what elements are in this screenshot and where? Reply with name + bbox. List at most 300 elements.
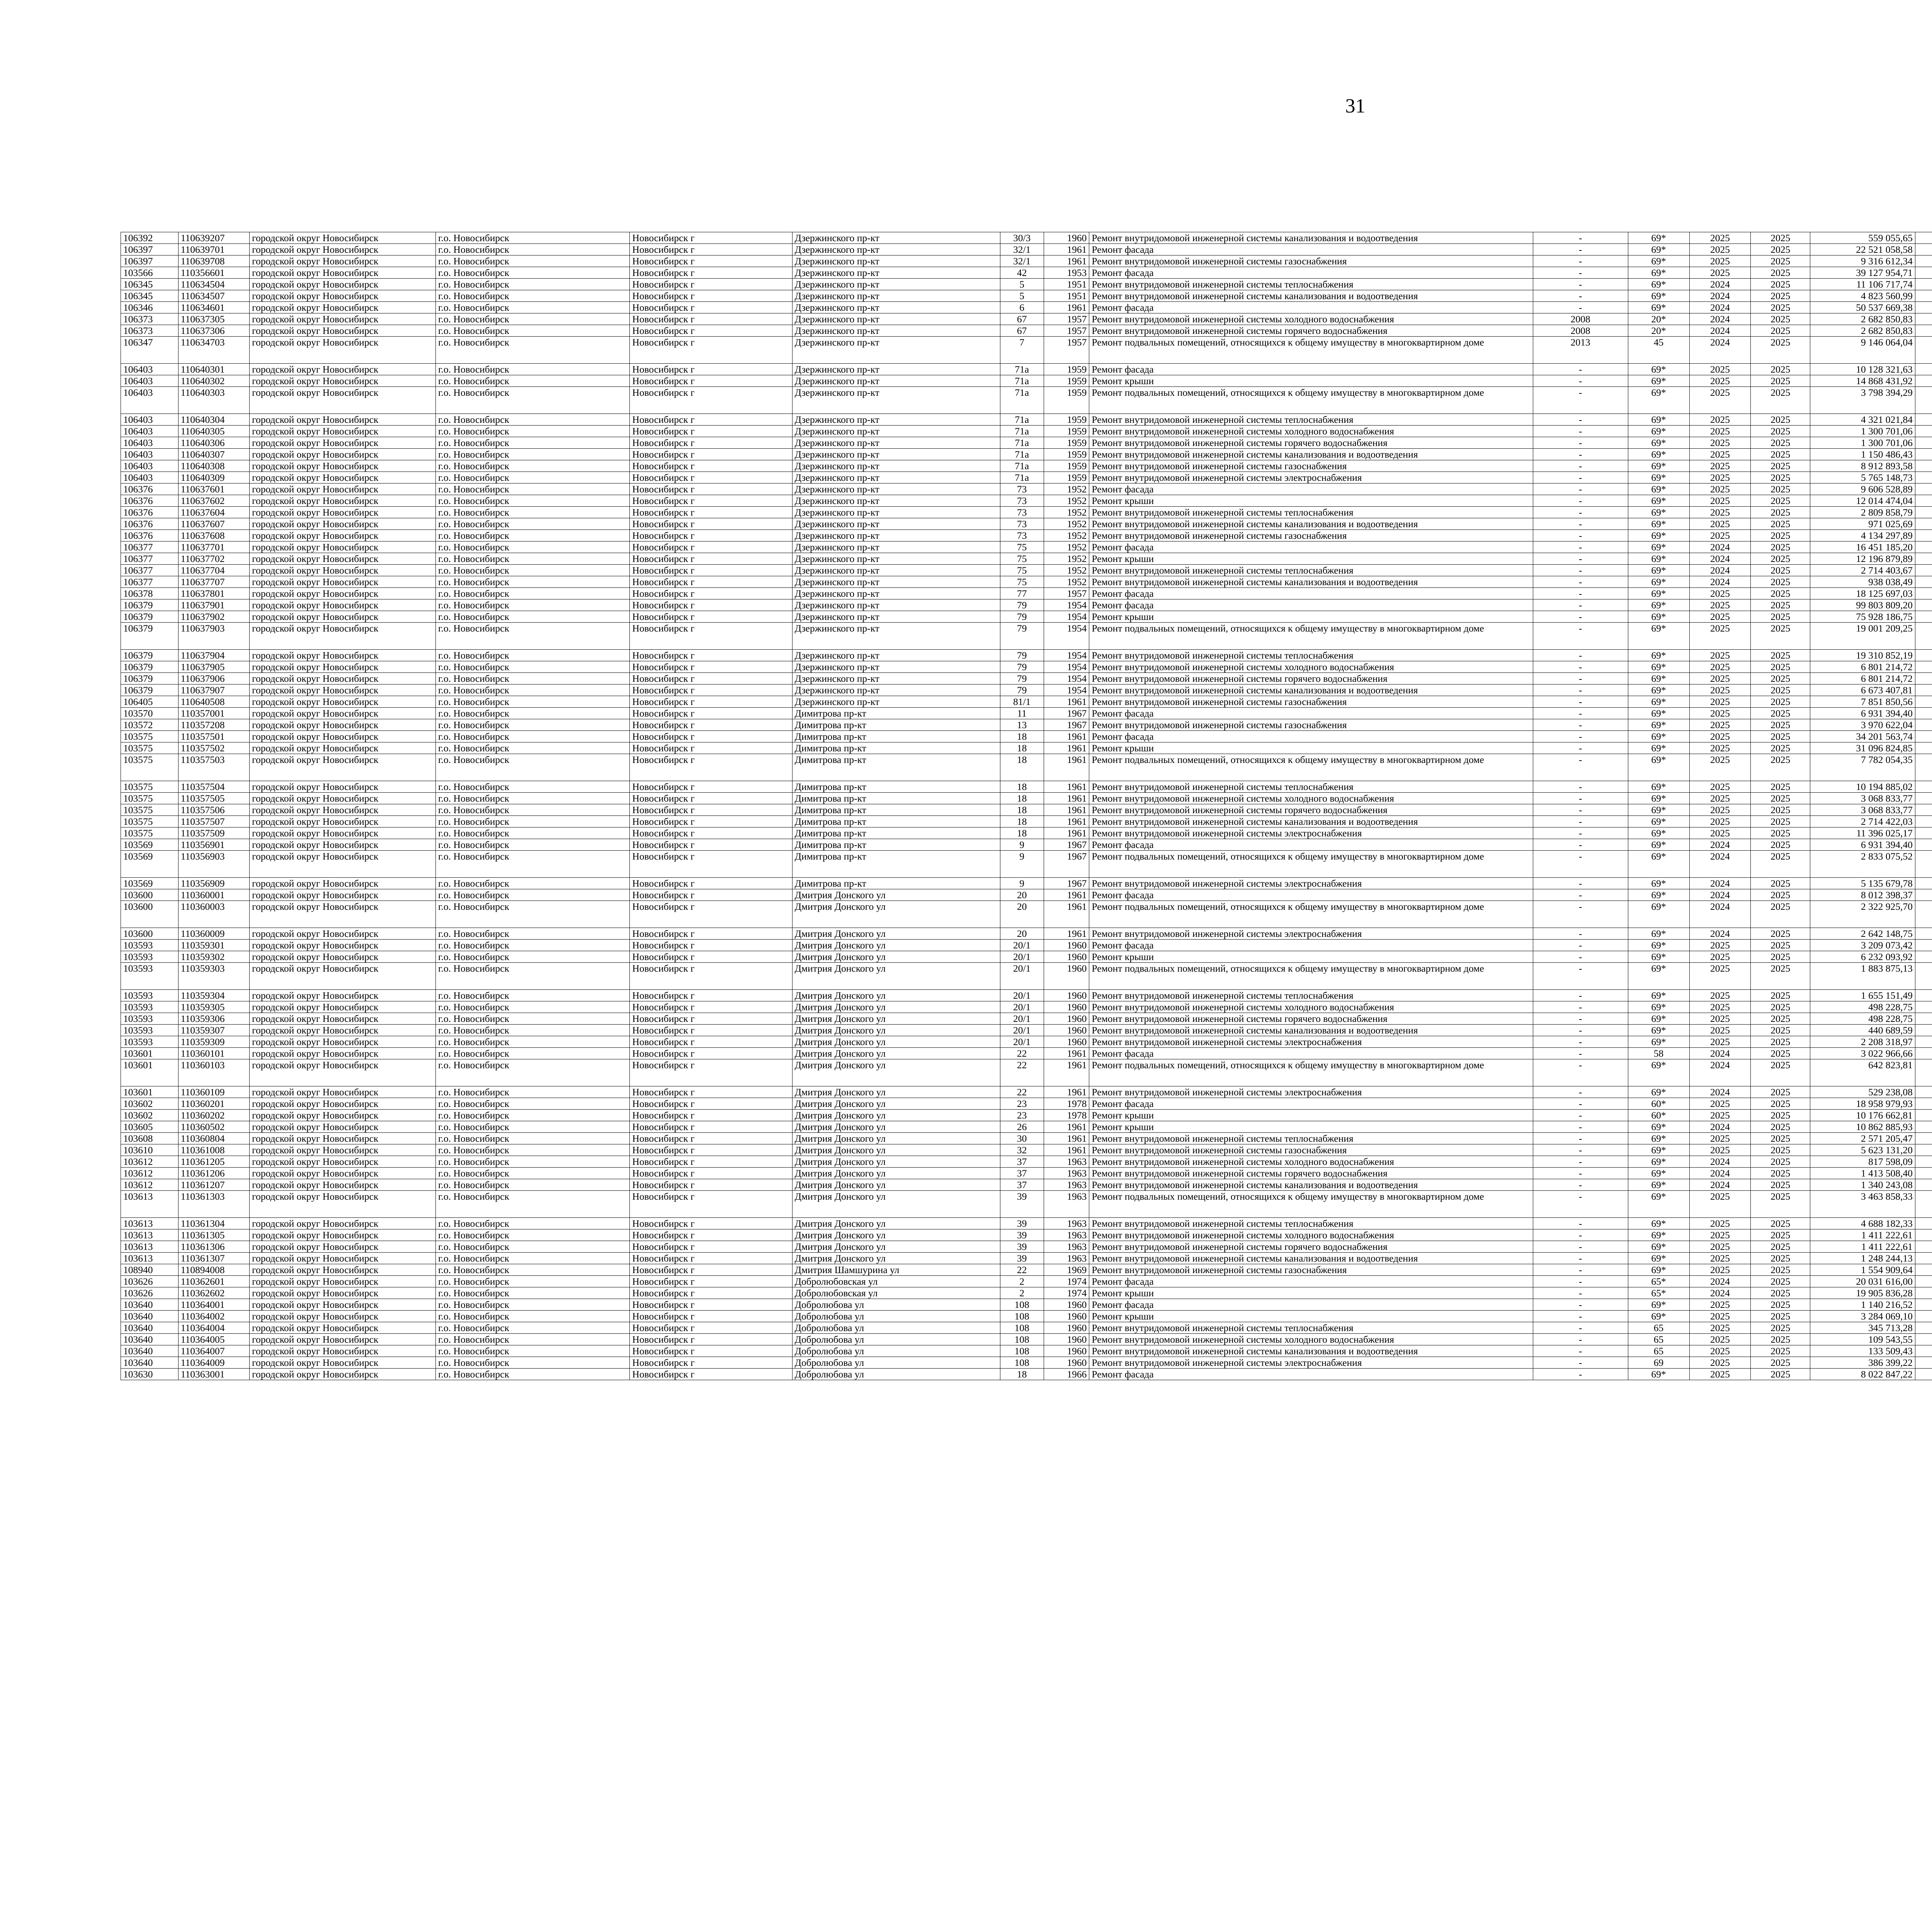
last-repair-year-cell: -: [1533, 928, 1628, 940]
table-row: [121, 460, 1932, 472]
street-cell: Димитрова пр-кт: [792, 839, 1000, 851]
wear-percent-cell: 69*: [1628, 623, 1689, 650]
table-row: [121, 878, 1932, 889]
total-cost-cell: 10 194 885,02: [1810, 781, 1915, 793]
total-cost-cell: 1 300 701,06: [1810, 426, 1915, 437]
municipality-cell: городской округ Новосибирск: [250, 1322, 436, 1334]
build-year-cell: 1960: [1044, 1036, 1089, 1048]
wear-percent-cell: 69*: [1628, 1179, 1689, 1191]
plan-year-start-cell: 2024: [1689, 1086, 1751, 1098]
plan-year-end-cell: 2025: [1751, 951, 1810, 963]
house-number-cell: 71а: [1000, 426, 1044, 437]
fund-cost-cell: [1915, 1025, 1932, 1036]
work-id-cell: 110640305: [178, 426, 250, 437]
municipality-cell: городской округ Новосибирск: [250, 437, 436, 449]
plan-year-start-cell: 2025: [1689, 1110, 1751, 1121]
city-cell: Новосибирск г: [630, 661, 792, 673]
house-id-cell: 106405: [121, 696, 179, 708]
house-id-cell: 106379: [121, 611, 179, 623]
work-id-cell: 110640303: [178, 387, 250, 414]
municipality-cell: городской округ Новосибирск: [250, 1264, 436, 1276]
build-year-cell: 1967: [1044, 708, 1089, 719]
last-repair-year-cell: -: [1533, 1264, 1628, 1276]
plan-year-end-cell: 2025: [1751, 387, 1810, 414]
plan-year-start-cell: 2024: [1689, 325, 1751, 337]
work-id-cell: 110360804: [178, 1133, 250, 1144]
house-number-cell: 2: [1000, 1276, 1044, 1287]
table-row: [121, 623, 1932, 650]
plan-year-start-cell: 2025: [1689, 255, 1751, 267]
work-type-cell: Ремонт подвальных помещений, относящихся к общему имуществу в многоквартирном доме: [1089, 1059, 1533, 1086]
city-cell: Новосибирск г: [630, 623, 792, 650]
district-cell: г.о. Новосибирск: [435, 1048, 629, 1059]
house-id-cell: 106376: [121, 495, 179, 507]
total-cost-cell: 109 543,55: [1810, 1334, 1915, 1345]
city-cell: Новосибирск г: [630, 719, 792, 731]
total-cost-cell: 12 014 474,04: [1810, 495, 1915, 507]
total-cost-cell: 345 713,28: [1810, 1322, 1915, 1334]
house-number-cell: 42: [1000, 267, 1044, 279]
district-cell: г.о. Новосибирск: [435, 1276, 629, 1287]
street-cell: Дзержинского пр-кт: [792, 267, 1000, 279]
fund-cost-cell: [1915, 541, 1932, 553]
total-cost-cell: 2 714 403,67: [1810, 565, 1915, 576]
table-row: [121, 719, 1932, 731]
district-cell: г.о. Новосибирск: [435, 267, 629, 279]
municipality-cell: городской округ Новосибирск: [250, 940, 436, 951]
wear-percent-cell: 69*: [1628, 387, 1689, 414]
municipality-cell: городской округ Новосибирск: [250, 889, 436, 901]
table-row: [121, 1334, 1932, 1345]
street-cell: Дмитрия Донского ул: [792, 1191, 1000, 1218]
plan-year-end-cell: 2025: [1751, 878, 1810, 889]
municipality-cell: городской округ Новосибирск: [250, 684, 436, 696]
wear-percent-cell: 69*: [1628, 449, 1689, 460]
last-repair-year-cell: -: [1533, 414, 1628, 426]
work-id-cell: 110639207: [178, 232, 250, 244]
plan-year-end-cell: 2025: [1751, 1229, 1810, 1241]
total-cost-cell: 529 238,08: [1810, 1086, 1915, 1098]
district-cell: г.о. Новосибирск: [435, 1345, 629, 1357]
work-id-cell: 110360009: [178, 928, 250, 940]
house-number-cell: 18: [1000, 781, 1044, 793]
plan-year-end-cell: 2025: [1751, 1276, 1810, 1287]
street-cell: Добролюбова ул: [792, 1322, 1000, 1334]
city-cell: Новосибирск г: [630, 337, 792, 364]
last-repair-year-cell: -: [1533, 279, 1628, 290]
fund-cost-cell: [1915, 1334, 1932, 1345]
table-row: [121, 684, 1932, 696]
work-type-cell: Ремонт внутридомовой инженерной системы теплоснабжения: [1089, 990, 1533, 1001]
district-cell: г.о. Новосибирск: [435, 708, 629, 719]
fund-cost-cell: [1915, 387, 1932, 414]
city-cell: Новосибирск г: [630, 1191, 792, 1218]
district-cell: г.о. Новосибирск: [435, 1156, 629, 1168]
city-cell: Новосибирск г: [630, 901, 792, 928]
build-year-cell: 1961: [1044, 754, 1089, 781]
wear-percent-cell: 69*: [1628, 901, 1689, 928]
municipality-cell: городской округ Новосибирск: [250, 804, 436, 816]
municipality-cell: городской округ Новосибирск: [250, 449, 436, 460]
house-id-cell: 106379: [121, 673, 179, 684]
work-id-cell: 110357501: [178, 731, 250, 742]
work-id-cell: 110364005: [178, 1334, 250, 1345]
table-row: [121, 1059, 1932, 1086]
plan-year-end-cell: 2025: [1751, 851, 1810, 878]
last-repair-year-cell: -: [1533, 1133, 1628, 1144]
municipality-cell: городской округ Новосибирск: [250, 302, 436, 313]
last-repair-year-cell: -: [1533, 1098, 1628, 1110]
plan-year-start-cell: 2024: [1689, 851, 1751, 878]
district-cell: г.о. Новосибирск: [435, 793, 629, 804]
work-type-cell: Ремонт внутридомовой инженерной системы холодного водоснабжения: [1089, 1334, 1533, 1345]
plan-year-end-cell: 2025: [1751, 1311, 1810, 1322]
city-cell: Новосибирск г: [630, 1048, 792, 1059]
build-year-cell: 1952: [1044, 518, 1089, 530]
fund-cost-cell: [1915, 1357, 1932, 1369]
plan-year-start-cell: 2024: [1689, 1179, 1751, 1191]
build-year-cell: 1959: [1044, 426, 1089, 437]
build-year-cell: 1959: [1044, 460, 1089, 472]
district-cell: г.о. Новосибирск: [435, 244, 629, 255]
build-year-cell: 1978: [1044, 1110, 1089, 1121]
build-year-cell: 1959: [1044, 414, 1089, 426]
street-cell: Дзержинского пр-кт: [792, 279, 1000, 290]
work-type-cell: Ремонт подвальных помещений, относящихся к общему имуществу в многоквартирном доме: [1089, 901, 1533, 928]
plan-year-end-cell: 2025: [1751, 313, 1810, 325]
district-cell: г.о. Новосибирск: [435, 963, 629, 990]
street-cell: Дзержинского пр-кт: [792, 313, 1000, 325]
table-row: [121, 325, 1932, 337]
work-type-cell: Ремонт фасада: [1089, 708, 1533, 719]
last-repair-year-cell: -: [1533, 1299, 1628, 1311]
house-number-cell: 18: [1000, 742, 1044, 754]
street-cell: Добролюбова ул: [792, 1299, 1000, 1311]
district-cell: г.о. Новосибирск: [435, 414, 629, 426]
street-cell: Дзержинского пр-кт: [792, 518, 1000, 530]
house-id-cell: 106379: [121, 623, 179, 650]
plan-year-end-cell: 2025: [1751, 793, 1810, 804]
house-number-cell: 77: [1000, 588, 1044, 599]
work-type-cell: Ремонт внутридомовой инженерной системы газоснабжения: [1089, 530, 1533, 541]
build-year-cell: 1961: [1044, 731, 1089, 742]
fund-cost-cell: [1915, 901, 1932, 928]
house-id-cell: 103613: [121, 1191, 179, 1218]
city-cell: Новосибирск г: [630, 951, 792, 963]
total-cost-cell: 2 682 850,83: [1810, 325, 1915, 337]
district-cell: г.о. Новосибирск: [435, 1322, 629, 1334]
total-cost-cell: 1 300 701,06: [1810, 437, 1915, 449]
street-cell: Дзержинского пр-кт: [792, 302, 1000, 313]
work-id-cell: 110364007: [178, 1345, 250, 1357]
street-cell: Дзержинского пр-кт: [792, 541, 1000, 553]
last-repair-year-cell: -: [1533, 387, 1628, 414]
house-number-cell: 22: [1000, 1048, 1044, 1059]
table-row: [121, 901, 1932, 928]
city-cell: Новосибирск г: [630, 290, 792, 302]
wear-percent-cell: 69*: [1628, 426, 1689, 437]
district-cell: г.о. Новосибирск: [435, 1013, 629, 1025]
last-repair-year-cell: -: [1533, 576, 1628, 588]
plan-year-end-cell: 2025: [1751, 781, 1810, 793]
fund-cost-cell: [1915, 1299, 1932, 1311]
street-cell: Дзержинского пр-кт: [792, 565, 1000, 576]
house-number-cell: 32: [1000, 1144, 1044, 1156]
build-year-cell: 1954: [1044, 611, 1089, 623]
work-id-cell: 110360001: [178, 889, 250, 901]
house-number-cell: 9: [1000, 878, 1044, 889]
fund-cost-cell: [1915, 1229, 1932, 1241]
last-repair-year-cell: -: [1533, 708, 1628, 719]
work-type-cell: Ремонт внутридомовой инженерной системы теплоснабжения: [1089, 414, 1533, 426]
municipality-cell: городской округ Новосибирск: [250, 696, 436, 708]
house-number-cell: 67: [1000, 325, 1044, 337]
plan-year-start-cell: 2025: [1689, 426, 1751, 437]
work-id-cell: 110637608: [178, 530, 250, 541]
district-cell: г.о. Новосибирск: [435, 684, 629, 696]
municipality-cell: городской округ Новосибирск: [250, 1229, 436, 1241]
house-number-cell: 71а: [1000, 437, 1044, 449]
municipality-cell: городской округ Новосибирск: [250, 565, 436, 576]
municipality-cell: городской округ Новосибирск: [250, 827, 436, 839]
municipality-cell: городской округ Новосибирск: [250, 963, 436, 990]
fund-cost-cell: [1915, 244, 1932, 255]
total-cost-cell: 4 688 182,33: [1810, 1218, 1915, 1229]
last-repair-year-cell: -: [1533, 611, 1628, 623]
plan-year-start-cell: 2025: [1689, 1369, 1751, 1380]
table-row: [121, 940, 1932, 951]
fund-cost-cell: [1915, 518, 1932, 530]
house-number-cell: 2: [1000, 1287, 1044, 1299]
work-id-cell: 110359304: [178, 990, 250, 1001]
last-repair-year-cell: -: [1533, 901, 1628, 928]
house-id-cell: 103613: [121, 1241, 179, 1253]
city-cell: Новосибирск г: [630, 1334, 792, 1345]
fund-cost-cell: [1915, 816, 1932, 827]
city-cell: Новосибирск г: [630, 302, 792, 313]
work-id-cell: 110360101: [178, 1048, 250, 1059]
plan-year-end-cell: 2025: [1751, 963, 1810, 990]
work-id-cell: 110361304: [178, 1218, 250, 1229]
municipality-cell: городской округ Новосибирск: [250, 1121, 436, 1133]
table-row: [121, 232, 1932, 244]
house-id-cell: 103640: [121, 1311, 179, 1322]
municipality-cell: городской округ Новосибирск: [250, 1086, 436, 1098]
plan-year-start-cell: 2024: [1689, 337, 1751, 364]
house-number-cell: 11: [1000, 708, 1044, 719]
work-id-cell: 110640309: [178, 472, 250, 484]
city-cell: Новосибирск г: [630, 1287, 792, 1299]
street-cell: Дмитрия Шамшурина ул: [792, 1264, 1000, 1276]
work-type-cell: Ремонт внутридомовой инженерной системы газоснабжения: [1089, 719, 1533, 731]
plan-year-end-cell: 2025: [1751, 928, 1810, 940]
house-id-cell: 106403: [121, 426, 179, 437]
work-id-cell: 110359301: [178, 940, 250, 951]
plan-year-start-cell: 2025: [1689, 1311, 1751, 1322]
plan-year-start-cell: 2024: [1689, 1156, 1751, 1168]
total-cost-cell: 12 196 879,89: [1810, 553, 1915, 565]
last-repair-year-cell: -: [1533, 951, 1628, 963]
wear-percent-cell: 69*: [1628, 1241, 1689, 1253]
work-type-cell: Ремонт внутридомовой инженерной системы электроснабжения: [1089, 928, 1533, 940]
district-cell: г.о. Новосибирск: [435, 951, 629, 963]
plan-year-end-cell: 2025: [1751, 1168, 1810, 1179]
city-cell: Новосибирск г: [630, 1156, 792, 1168]
wear-percent-cell: 65: [1628, 1334, 1689, 1345]
city-cell: Новосибирск г: [630, 1168, 792, 1179]
municipality-cell: городской округ Новосибирск: [250, 1287, 436, 1299]
build-year-cell: 1963: [1044, 1168, 1089, 1179]
street-cell: Дзержинского пр-кт: [792, 414, 1000, 426]
house-number-cell: 108: [1000, 1322, 1044, 1334]
plan-year-end-cell: 2025: [1751, 1322, 1810, 1334]
fund-cost-cell: [1915, 337, 1932, 364]
plan-year-start-cell: 2025: [1689, 673, 1751, 684]
table-row: [121, 507, 1932, 518]
street-cell: Димитрова пр-кт: [792, 781, 1000, 793]
city-cell: Новосибирск г: [630, 279, 792, 290]
last-repair-year-cell: -: [1533, 1059, 1628, 1086]
district-cell: г.о. Новосибирск: [435, 325, 629, 337]
last-repair-year-cell: -: [1533, 1253, 1628, 1264]
last-repair-year-cell: -: [1533, 684, 1628, 696]
work-type-cell: Ремонт внутридомовой инженерной системы электроснабжения: [1089, 1357, 1533, 1369]
wear-percent-cell: 69*: [1628, 816, 1689, 827]
build-year-cell: 1953: [1044, 267, 1089, 279]
city-cell: Новосибирск г: [630, 650, 792, 661]
house-id-cell: 106345: [121, 290, 179, 302]
build-year-cell: 1963: [1044, 1253, 1089, 1264]
total-cost-cell: 1 340 243,08: [1810, 1179, 1915, 1191]
plan-year-start-cell: 2025: [1689, 1191, 1751, 1218]
plan-year-start-cell: 2025: [1689, 1264, 1751, 1276]
last-repair-year-cell: -: [1533, 1001, 1628, 1013]
city-cell: Новосибирск г: [630, 816, 792, 827]
city-cell: Новосибирск г: [630, 851, 792, 878]
plan-year-end-cell: 2025: [1751, 940, 1810, 951]
plan-year-end-cell: 2025: [1751, 449, 1810, 460]
district-cell: г.о. Новосибирск: [435, 553, 629, 565]
city-cell: Новосибирск г: [630, 507, 792, 518]
municipality-cell: городской округ Новосибирск: [250, 793, 436, 804]
municipality-cell: городской округ Новосибирск: [250, 484, 436, 495]
street-cell: Дзержинского пр-кт: [792, 337, 1000, 364]
house-id-cell: 103602: [121, 1110, 179, 1121]
house-id-cell: 103608: [121, 1133, 179, 1144]
work-id-cell: 110364001: [178, 1299, 250, 1311]
build-year-cell: 1961: [1044, 1059, 1089, 1086]
house-id-cell: 106347: [121, 337, 179, 364]
last-repair-year-cell: -: [1533, 1013, 1628, 1025]
street-cell: Дмитрия Донского ул: [792, 1168, 1000, 1179]
wear-percent-cell: 69*: [1628, 1133, 1689, 1144]
wear-percent-cell: 20*: [1628, 325, 1689, 337]
house-id-cell: 103593: [121, 963, 179, 990]
house-number-cell: 79: [1000, 623, 1044, 650]
fund-cost-cell: [1915, 708, 1932, 719]
plan-year-start-cell: 2025: [1689, 599, 1751, 611]
municipality-cell: городской округ Новосибирск: [250, 611, 436, 623]
table-row: [121, 364, 1932, 375]
work-type-cell: Ремонт подвальных помещений, относящихся к общему имуществу в многоквартирном доме: [1089, 623, 1533, 650]
house-number-cell: 75: [1000, 553, 1044, 565]
build-year-cell: 1954: [1044, 623, 1089, 650]
last-repair-year-cell: -: [1533, 530, 1628, 541]
fund-cost-cell: [1915, 1276, 1932, 1287]
work-type-cell: Ремонт внутридомовой инженерной системы электроснабжения: [1089, 827, 1533, 839]
municipality-cell: городской округ Новосибирск: [250, 255, 436, 267]
last-repair-year-cell: -: [1533, 650, 1628, 661]
district-cell: г.о. Новосибирск: [435, 1144, 629, 1156]
municipality-cell: городской округ Новосибирск: [250, 530, 436, 541]
work-type-cell: Ремонт внутридомовой инженерной системы теплоснабжения: [1089, 507, 1533, 518]
district-cell: г.о. Новосибирск: [435, 279, 629, 290]
table-row: [121, 1369, 1932, 1380]
city-cell: Новосибирск г: [630, 565, 792, 576]
district-cell: г.о. Новосибирск: [435, 364, 629, 375]
work-id-cell: 110360003: [178, 901, 250, 928]
house-id-cell: 103640: [121, 1345, 179, 1357]
fund-cost-cell: [1915, 878, 1932, 889]
total-cost-cell: 7 851 850,56: [1810, 696, 1915, 708]
municipality-cell: городской округ Новосибирск: [250, 495, 436, 507]
plan-year-start-cell: 2025: [1689, 1218, 1751, 1229]
total-cost-cell: 1 554 909,64: [1810, 1264, 1915, 1276]
house-id-cell: 106346: [121, 302, 179, 313]
house-id-cell: 106403: [121, 460, 179, 472]
last-repair-year-cell: -: [1533, 1179, 1628, 1191]
work-id-cell: 110640302: [178, 375, 250, 387]
house-id-cell: 106376: [121, 507, 179, 518]
house-number-cell: 73: [1000, 507, 1044, 518]
house-id-cell: 103593: [121, 1001, 179, 1013]
plan-year-start-cell: 2024: [1689, 1276, 1751, 1287]
plan-year-end-cell: 2025: [1751, 889, 1810, 901]
work-id-cell: 110361008: [178, 1144, 250, 1156]
plan-year-end-cell: 2025: [1751, 588, 1810, 599]
fund-cost-cell: [1915, 650, 1932, 661]
wear-percent-cell: 69*: [1628, 696, 1689, 708]
fund-cost-cell: [1915, 1144, 1932, 1156]
wear-percent-cell: 69*: [1628, 518, 1689, 530]
municipality-cell: городской округ Новосибирск: [250, 1299, 436, 1311]
wear-percent-cell: 69*: [1628, 599, 1689, 611]
plan-year-end-cell: 2025: [1751, 1001, 1810, 1013]
district-cell: г.о. Новосибирск: [435, 255, 629, 267]
work-type-cell: Ремонт подвальных помещений, относящихся к общему имуществу в многоквартирном доме: [1089, 963, 1533, 990]
total-cost-cell: 1 411 222,61: [1810, 1241, 1915, 1253]
plan-year-end-cell: 2025: [1751, 1098, 1810, 1110]
work-type-cell: Ремонт внутридомовой инженерной системы канализования и водоотведения: [1089, 1025, 1533, 1036]
district-cell: г.о. Новосибирск: [435, 313, 629, 325]
page-number: 31: [1345, 95, 1366, 117]
build-year-cell: 1954: [1044, 661, 1089, 673]
city-cell: Новосибирск г: [630, 414, 792, 426]
plan-year-start-cell: 2025: [1689, 623, 1751, 650]
total-cost-cell: 19 905 836,28: [1810, 1287, 1915, 1299]
total-cost-cell: 6 673 407,81: [1810, 684, 1915, 696]
build-year-cell: 1960: [1044, 990, 1089, 1001]
city-cell: Новосибирск г: [630, 889, 792, 901]
fund-cost-cell: [1915, 472, 1932, 484]
city-cell: Новосибирск г: [630, 1086, 792, 1098]
total-cost-cell: 5 765 148,73: [1810, 472, 1915, 484]
district-cell: г.о. Новосибирск: [435, 437, 629, 449]
municipality-cell: городской округ Новосибирск: [250, 1369, 436, 1380]
fund-cost-cell: [1915, 1086, 1932, 1098]
city-cell: Новосибирск г: [630, 1036, 792, 1048]
last-repair-year-cell: -: [1533, 878, 1628, 889]
